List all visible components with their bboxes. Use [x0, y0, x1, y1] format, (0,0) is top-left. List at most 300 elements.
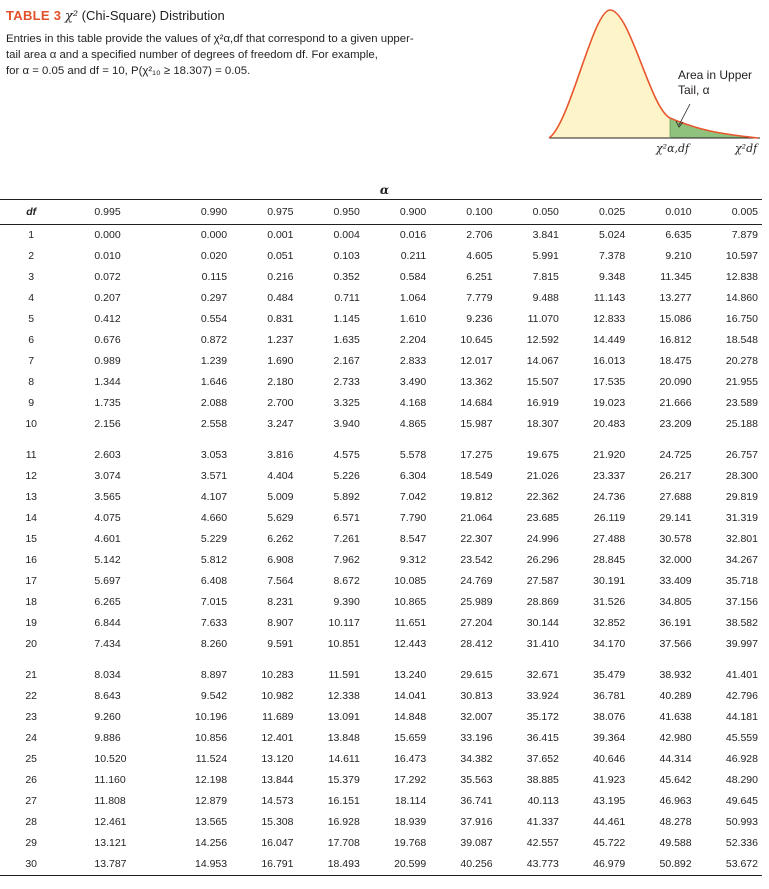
- critical-value-cell: 23.209: [659, 418, 692, 430]
- critical-value-cell: 13.091: [327, 711, 360, 723]
- df-cell: 19: [25, 617, 38, 629]
- critical-value-cell: 3.247: [267, 418, 294, 430]
- alpha-column-header: 0.050: [532, 206, 559, 218]
- critical-value-cell: 0.211: [400, 250, 427, 262]
- critical-value-cell: 6.251: [466, 271, 493, 283]
- critical-value-cell: 1.239: [200, 355, 228, 367]
- critical-value-cell: 6.304: [399, 470, 427, 482]
- critical-value-cell: 26.757: [725, 449, 758, 461]
- critical-value-cell: 13.848: [327, 732, 360, 744]
- critical-value-cell: 21.666: [659, 397, 692, 409]
- critical-value-cell: 4.107: [200, 491, 228, 503]
- df-cell: 27: [25, 795, 38, 807]
- table-row: [0, 330, 762, 351]
- critical-value-cell: 18.939: [394, 816, 427, 828]
- table-row: [0, 466, 762, 487]
- critical-value-cell: 32.000: [659, 554, 692, 566]
- critical-value-cell: 2.088: [200, 397, 228, 409]
- critical-value-cell: 32.852: [593, 617, 626, 629]
- critical-value-cell: 13.787: [94, 858, 127, 870]
- critical-value-cell: 42.980: [659, 732, 692, 744]
- critical-value-cell: 33.409: [659, 575, 692, 587]
- critical-value-cell: 0.016: [399, 229, 427, 241]
- table-row: [0, 309, 762, 330]
- critical-value-cell: 12.461: [94, 816, 127, 828]
- critical-value-cell: 28.869: [526, 596, 559, 608]
- critical-value-cell: 12.338: [327, 690, 360, 702]
- table-row: [0, 655, 762, 686]
- df-cell: 29: [25, 837, 38, 849]
- critical-value-cell: 10.085: [394, 575, 427, 587]
- critical-value-cell: 24.736: [593, 491, 626, 503]
- critical-value-cell: 14.067: [526, 355, 559, 367]
- critical-value-cell: 1.646: [200, 376, 228, 388]
- critical-value-cell: 41.401: [725, 669, 758, 681]
- table-row: [0, 267, 762, 288]
- table-body: [0, 225, 762, 876]
- critical-value-cell: 21.920: [593, 449, 626, 461]
- critical-value-cell: 0.554: [200, 313, 228, 325]
- df-cell: 30: [25, 858, 38, 870]
- critical-value-label: χ²α,df: [656, 142, 690, 155]
- critical-value-cell: 9.312: [399, 554, 427, 566]
- critical-value-cell: 15.308: [261, 816, 294, 828]
- critical-value-cell: 19.812: [460, 491, 493, 503]
- critical-value-cell: 0.484: [267, 292, 294, 304]
- critical-value-cell: 11.143: [593, 292, 626, 304]
- alpha-column-header: 0.995: [94, 206, 121, 218]
- critical-value-cell: 13.121: [94, 837, 127, 849]
- critical-value-cell: 5.892: [333, 491, 360, 503]
- df-cell: 6: [28, 334, 35, 346]
- critical-value-cell: 13.277: [659, 292, 692, 304]
- critical-value-cell: 39.364: [593, 732, 626, 744]
- upper-tail-label-line-2: Tail, α: [678, 83, 710, 97]
- critical-value-cell: 30.578: [659, 533, 692, 545]
- critical-value-cell: 34.170: [593, 638, 626, 650]
- critical-value-cell: 1.145: [333, 313, 360, 325]
- critical-value-cell: 23.337: [593, 470, 626, 482]
- df-cell: 3: [28, 271, 35, 283]
- critical-value-cell: 14.848: [394, 711, 427, 723]
- table-row: [0, 749, 762, 770]
- critical-value-cell: 11.591: [328, 669, 360, 681]
- critical-value-cell: 5.229: [200, 533, 228, 545]
- critical-value-cell: 8.897: [200, 669, 228, 681]
- table-row: [0, 372, 762, 393]
- table-row: [0, 833, 762, 854]
- critical-value-cell: 37.156: [725, 596, 758, 608]
- critical-value-cell: 4.075: [94, 512, 121, 524]
- critical-value-cell: 12.443: [394, 638, 427, 650]
- table-row: [0, 529, 762, 550]
- critical-value-cell: 0.000: [200, 229, 228, 241]
- df-cell: 22: [25, 690, 38, 702]
- critical-value-cell: 15.987: [460, 418, 493, 430]
- critical-value-cell: 14.041: [394, 690, 427, 702]
- critical-value-cell: 13.844: [261, 774, 294, 786]
- critical-value-cell: 40.256: [460, 858, 493, 870]
- critical-value-cell: 15.659: [394, 732, 427, 744]
- critical-value-cell: 14.573: [261, 795, 294, 807]
- df-cell: 28: [25, 816, 38, 828]
- df-cell: 20: [25, 638, 38, 650]
- critical-value-cell: 5.697: [94, 575, 121, 587]
- table-row: [0, 571, 762, 592]
- critical-value-cell: 31.410: [526, 638, 559, 650]
- critical-value-cell: 16.791: [261, 858, 294, 870]
- critical-value-cell: 30.191: [593, 575, 626, 587]
- table-row: [0, 728, 762, 749]
- critical-value-cell: 7.015: [200, 596, 228, 608]
- df-header: df: [26, 206, 37, 218]
- critical-value-cell: 6.571: [333, 512, 360, 524]
- critical-value-cell: 48.290: [725, 774, 758, 786]
- table-number: TABLE 3: [6, 8, 62, 23]
- table-row: [0, 435, 762, 466]
- critical-value-cell: 10.851: [327, 638, 360, 650]
- critical-value-cell: 9.542: [200, 690, 228, 702]
- critical-value-cell: 16.812: [659, 334, 692, 346]
- critical-value-cell: 0.001: [267, 229, 294, 241]
- critical-value-cell: 25.989: [460, 596, 493, 608]
- variable-axis-label: χ²df: [735, 142, 758, 155]
- critical-value-cell: 16.919: [526, 397, 559, 409]
- critical-value-cell: 1.635: [333, 334, 360, 346]
- alpha-column-header: 0.025: [598, 206, 626, 218]
- critical-value-cell: 18.548: [725, 334, 758, 346]
- critical-value-cell: 7.879: [731, 229, 758, 241]
- critical-value-cell: 6.265: [94, 596, 121, 608]
- critical-value-cell: 33.924: [526, 690, 559, 702]
- df-cell: 16: [25, 554, 38, 566]
- alpha-values-header-row: [0, 200, 762, 225]
- critical-value-cell: 40.646: [593, 753, 626, 765]
- critical-value-cell: 39.997: [725, 638, 758, 650]
- df-cell: 1: [28, 229, 35, 241]
- critical-value-cell: 8.260: [200, 638, 228, 650]
- critical-value-cell: 16.750: [725, 313, 758, 325]
- critical-value-cell: 22.307: [460, 533, 493, 545]
- critical-value-cell: 6.262: [267, 533, 294, 545]
- critical-value-cell: 43.195: [593, 795, 626, 807]
- critical-value-cell: 10.520: [94, 753, 127, 765]
- critical-value-cell: 9.488: [532, 292, 559, 304]
- critical-value-cell: 10.117: [328, 617, 360, 629]
- df-cell: 17: [25, 575, 38, 587]
- critical-value-cell: 13.362: [460, 376, 493, 388]
- critical-value-cell: 17.292: [394, 774, 427, 786]
- critical-value-cell: 37.566: [659, 638, 692, 650]
- critical-value-cell: 2.733: [333, 376, 360, 388]
- critical-value-cell: 45.722: [593, 837, 626, 849]
- df-cell: 25: [25, 753, 38, 765]
- critical-value-cell: 21.026: [526, 470, 559, 482]
- critical-value-cell: 17.275: [460, 449, 493, 461]
- chi-square-symbol: χ²: [64, 9, 79, 24]
- alpha-column-header: 0.005: [731, 206, 758, 218]
- table-row: [0, 288, 762, 309]
- critical-value-cell: 13.565: [194, 816, 228, 828]
- critical-value-cell: 53.672: [725, 858, 758, 870]
- critical-value-cell: 5.226: [333, 470, 360, 482]
- critical-value-cell: 1.237: [267, 334, 294, 346]
- df-cell: 8: [28, 376, 35, 388]
- critical-value-cell: 20.278: [725, 355, 758, 367]
- critical-value-cell: 0.711: [334, 292, 360, 304]
- table-row: [0, 707, 762, 728]
- critical-value-cell: 39.087: [460, 837, 493, 849]
- critical-value-cell: 38.932: [659, 669, 692, 681]
- critical-value-cell: 5.024: [598, 229, 626, 241]
- critical-value-cell: 36.415: [526, 732, 559, 744]
- critical-value-cell: 29.615: [460, 669, 493, 681]
- critical-value-cell: 41.638: [659, 711, 692, 723]
- critical-value-cell: 3.816: [267, 449, 294, 461]
- critical-value-cell: 10.982: [261, 690, 294, 702]
- alpha-header: α: [379, 183, 390, 197]
- critical-value-cell: 21.955: [725, 376, 758, 388]
- table-row: [0, 634, 762, 655]
- critical-value-cell: 10.856: [194, 732, 228, 744]
- critical-value-cell: 9.390: [333, 596, 360, 608]
- critical-value-cell: 7.633: [200, 617, 228, 629]
- critical-value-cell: 12.198: [194, 774, 228, 786]
- critical-value-cell: 11.070: [527, 313, 559, 325]
- upper-tail-label-line-1: Area in Upper: [678, 68, 753, 82]
- critical-value-cell: 27.688: [659, 491, 692, 503]
- critical-value-cell: 5.629: [267, 512, 294, 524]
- critical-value-cell: 12.017: [460, 355, 493, 367]
- critical-value-cell: 49.588: [659, 837, 692, 849]
- critical-value-cell: 1.690: [267, 355, 294, 367]
- alpha-column-header: 0.010: [665, 206, 692, 218]
- critical-value-cell: 18.493: [327, 858, 360, 870]
- critical-value-cell: 40.289: [659, 690, 692, 702]
- critical-value-cell: 38.582: [725, 617, 758, 629]
- upper-tail-label: [678, 68, 752, 98]
- critical-value-cell: 0.000: [94, 229, 121, 241]
- critical-value-cell: 44.181: [725, 711, 758, 723]
- critical-value-cell: 10.645: [460, 334, 493, 346]
- df-cell: 14: [25, 512, 38, 524]
- critical-value-cell: 15.379: [327, 774, 360, 786]
- critical-value-cell: 35.172: [526, 711, 559, 723]
- tail-label-pointer: [679, 104, 690, 125]
- critical-value-cell: 36.741: [460, 795, 493, 807]
- critical-value-cell: 27.587: [526, 575, 559, 587]
- critical-value-cell: 23.589: [725, 397, 758, 409]
- critical-value-cell: 1.064: [399, 292, 427, 304]
- critical-value-cell: 28.300: [725, 470, 758, 482]
- df-cell: 11: [25, 449, 37, 461]
- critical-value-cell: 30.144: [526, 617, 559, 629]
- critical-value-cell: 37.652: [526, 753, 559, 765]
- critical-value-cell: 8.672: [333, 575, 360, 587]
- critical-value-cell: 1.610: [399, 313, 427, 325]
- critical-value-cell: 6.635: [665, 229, 692, 241]
- critical-value-cell: 33.196: [460, 732, 493, 744]
- critical-value-cell: 3.053: [200, 449, 228, 461]
- critical-value-cell: 2.167: [333, 355, 360, 367]
- table-row: [0, 791, 762, 812]
- critical-value-cell: 52.336: [725, 837, 758, 849]
- df-cell: 5: [28, 313, 35, 325]
- critical-value-cell: 7.790: [399, 512, 427, 524]
- critical-value-cell: 44.461: [593, 816, 626, 828]
- critical-value-cell: 14.611: [328, 753, 360, 765]
- alpha-column-header: 0.100: [466, 206, 493, 218]
- critical-value-cell: 46.928: [725, 753, 758, 765]
- critical-value-cell: 3.841: [532, 229, 559, 241]
- df-cell: 9: [28, 397, 35, 409]
- critical-value-cell: 1.344: [94, 376, 121, 388]
- table-row: [0, 613, 762, 634]
- critical-value-cell: 3.074: [94, 470, 121, 482]
- critical-value-cell: 26.296: [526, 554, 559, 566]
- critical-value-cell: 24.996: [526, 533, 559, 545]
- critical-value-cell: 7.962: [333, 554, 360, 566]
- critical-value-cell: 35.718: [725, 575, 758, 587]
- critical-value-cell: 14.684: [460, 397, 493, 409]
- critical-value-cell: 20.090: [659, 376, 692, 388]
- critical-value-cell: 23.542: [460, 554, 493, 566]
- critical-value-cell: 31.319: [725, 512, 758, 524]
- critical-value-cell: 0.831: [267, 313, 294, 325]
- critical-value-cell: 11.345: [660, 271, 692, 283]
- critical-value-cell: 45.559: [725, 732, 758, 744]
- critical-value-cell: 46.979: [593, 858, 626, 870]
- critical-value-cell: 9.260: [94, 711, 121, 723]
- critical-value-cell: 7.042: [399, 491, 427, 503]
- critical-value-cell: 40.113: [527, 795, 559, 807]
- chi-square-table: [0, 199, 762, 876]
- critical-value-cell: 2.558: [200, 418, 228, 430]
- critical-value-cell: 4.168: [399, 397, 427, 409]
- critical-value-cell: 27.488: [593, 533, 626, 545]
- critical-value-cell: 28.412: [460, 638, 493, 650]
- critical-value-cell: 10.597: [725, 250, 758, 262]
- critical-value-cell: 4.660: [200, 512, 228, 524]
- table-description: [6, 31, 436, 79]
- critical-value-cell: 18.114: [394, 795, 427, 807]
- critical-value-cell: 42.796: [725, 690, 758, 702]
- critical-value-cell: 6.844: [94, 617, 121, 629]
- description-line-1: Entries in this table provide the values of χ²α,df that correspond to a given upper-: [6, 33, 414, 45]
- critical-value-cell: 30.813: [460, 690, 493, 702]
- df-cell: 26: [25, 774, 38, 786]
- critical-value-cell: 9.886: [94, 732, 121, 744]
- df-cell: 7: [28, 355, 35, 367]
- critical-value-cell: 37.916: [460, 816, 493, 828]
- critical-value-cell: 4.575: [333, 449, 360, 461]
- alpha-column-header: 0.950: [333, 206, 360, 218]
- critical-value-cell: 4.605: [466, 250, 493, 262]
- critical-value-cell: 9.348: [598, 271, 626, 283]
- critical-value-cell: 8.547: [399, 533, 427, 545]
- alpha-column-header: 0.900: [399, 206, 427, 218]
- df-cell: 18: [25, 596, 38, 608]
- table-row: [0, 812, 762, 833]
- df-cell: 24: [25, 732, 38, 744]
- critical-value-cell: 14.953: [194, 858, 228, 870]
- critical-value-cell: 3.940: [333, 418, 360, 430]
- critical-value-cell: 9.236: [466, 313, 493, 325]
- critical-value-cell: 9.210: [665, 250, 692, 262]
- table-row: [0, 508, 762, 529]
- critical-value-cell: 7.434: [94, 638, 121, 650]
- critical-value-cell: 19.023: [593, 397, 626, 409]
- critical-value-cell: 0.412: [94, 313, 121, 325]
- critical-value-cell: 0.072: [94, 271, 121, 283]
- critical-value-cell: 16.013: [593, 355, 626, 367]
- critical-value-cell: 1.735: [94, 397, 121, 409]
- critical-value-cell: 10.196: [194, 711, 228, 723]
- critical-value-cell: 0.989: [94, 355, 121, 367]
- df-cell: 13: [25, 491, 38, 503]
- critical-value-cell: 24.725: [659, 449, 692, 461]
- df-cell: 10: [25, 418, 38, 430]
- table-row: [0, 592, 762, 613]
- critical-value-cell: 4.865: [399, 418, 427, 430]
- critical-value-cell: 36.191: [659, 617, 692, 629]
- critical-value-cell: 0.352: [333, 271, 360, 283]
- critical-value-cell: 14.449: [593, 334, 626, 346]
- critical-value-cell: 6.908: [267, 554, 294, 566]
- critical-value-cell: 5.991: [532, 250, 559, 262]
- table-row: [0, 487, 762, 508]
- critical-value-cell: 14.256: [194, 837, 228, 849]
- critical-value-cell: 0.115: [201, 271, 228, 283]
- critical-value-cell: 11.689: [262, 711, 294, 723]
- critical-value-cell: 29.141: [659, 512, 692, 524]
- critical-value-cell: 21.064: [460, 512, 493, 524]
- critical-value-cell: 15.086: [659, 313, 692, 325]
- critical-value-cell: 0.676: [94, 334, 121, 346]
- table-row: [0, 770, 762, 791]
- critical-value-cell: 10.865: [394, 596, 427, 608]
- critical-value-cell: 5.142: [94, 554, 121, 566]
- critical-value-cell: 19.768: [394, 837, 427, 849]
- critical-value-cell: 3.490: [399, 376, 427, 388]
- critical-value-cell: 12.833: [593, 313, 626, 325]
- critical-value-cell: 16.473: [394, 753, 427, 765]
- critical-value-cell: 23.685: [526, 512, 559, 524]
- critical-value-cell: 3.325: [333, 397, 360, 409]
- critical-value-cell: 18.475: [659, 355, 692, 367]
- critical-value-cell: 11.651: [394, 617, 427, 629]
- critical-value-cell: 12.879: [194, 795, 228, 807]
- critical-value-cell: 16.151: [327, 795, 360, 807]
- critical-value-cell: 35.479: [593, 669, 626, 681]
- critical-value-cell: 12.838: [725, 271, 758, 283]
- critical-value-cell: 2.180: [267, 376, 294, 388]
- critical-value-cell: 17.535: [593, 376, 626, 388]
- critical-value-cell: 12.592: [526, 334, 559, 346]
- critical-value-cell: 31.526: [593, 596, 626, 608]
- df-cell: 2: [28, 250, 35, 262]
- table-title: [6, 8, 225, 24]
- table-row: [0, 246, 762, 267]
- critical-value-cell: 50.993: [725, 816, 758, 828]
- critical-value-cell: 3.571: [200, 470, 228, 482]
- critical-value-cell: 0.103: [333, 250, 360, 262]
- critical-value-cell: 10.283: [261, 669, 294, 681]
- critical-value-cell: 43.773: [526, 858, 559, 870]
- critical-value-cell: 15.507: [526, 376, 559, 388]
- critical-value-cell: 26.217: [659, 470, 692, 482]
- description-line-2: tail area α and a specified number of degrees of freedom df. For example,: [6, 49, 378, 61]
